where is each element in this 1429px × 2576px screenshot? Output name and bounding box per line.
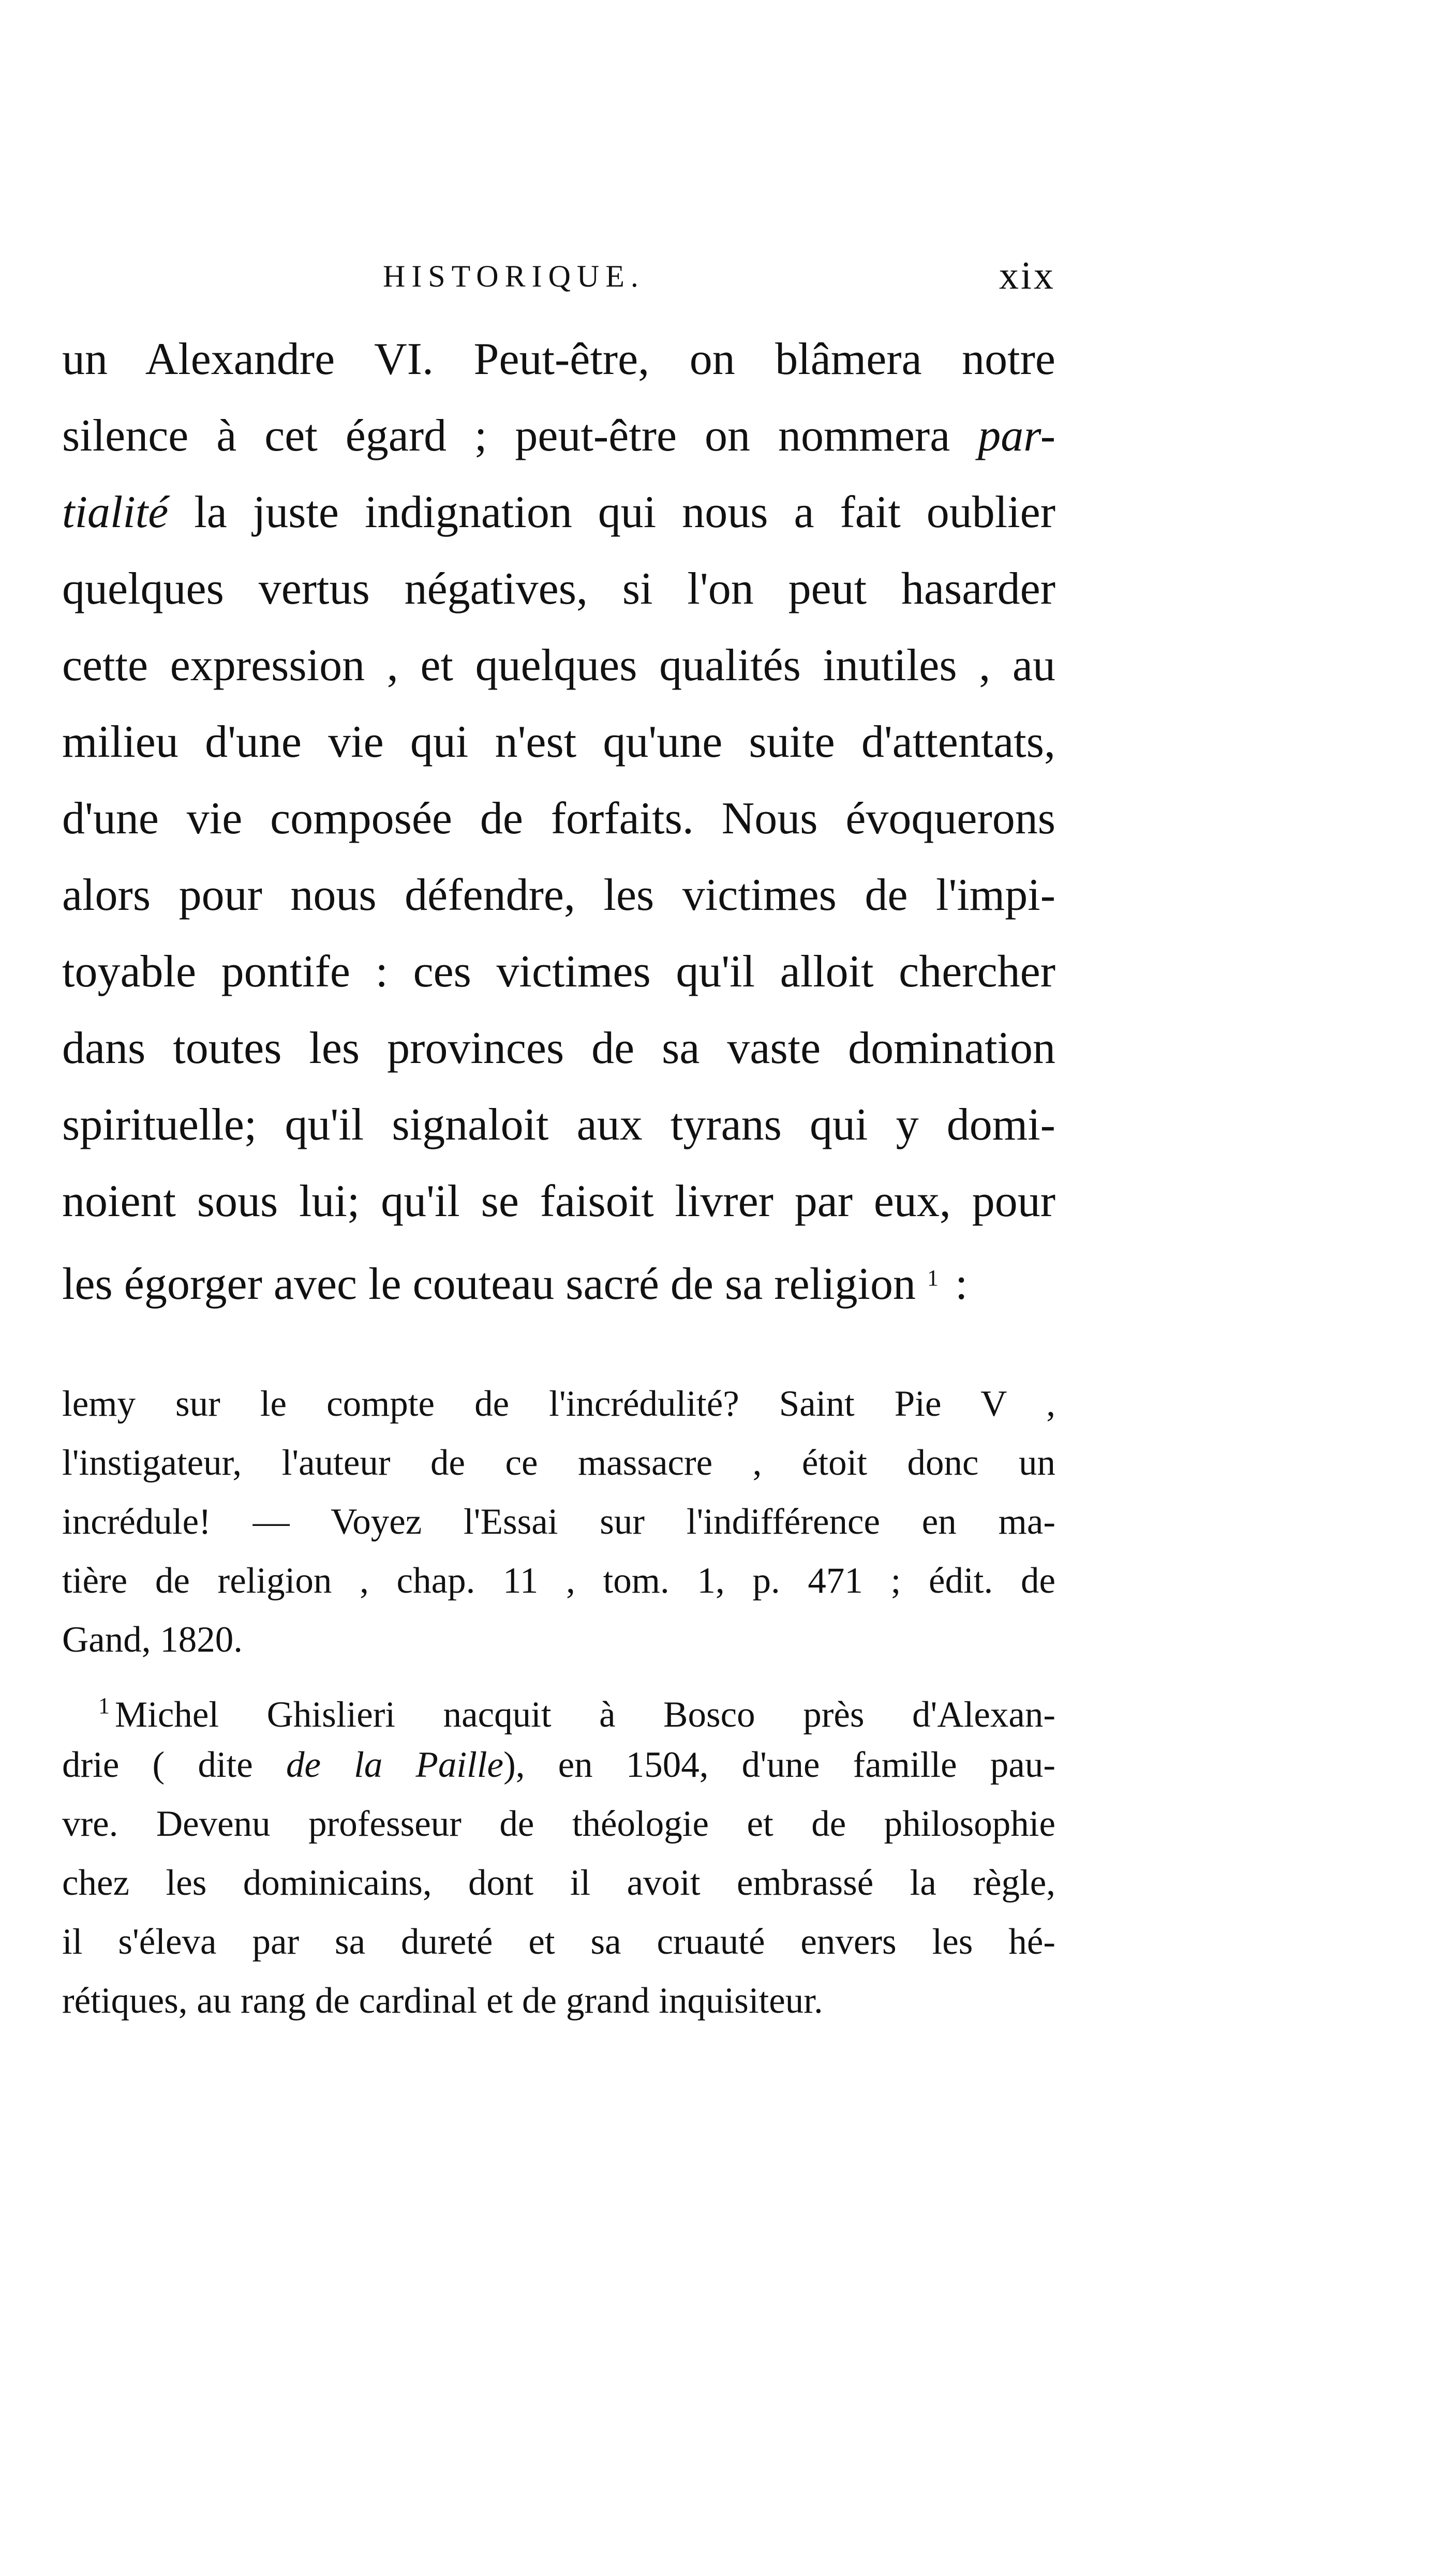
- text-line: silence à cet égard ; peut-être on nommera par-: [62, 411, 1055, 461]
- text-line: milieu d'une vie qui n'est qu'une suite d'attentats,: [62, 717, 1055, 767]
- note-line: incrédule! — Voyez l'Essai sur l'indifférence en ma-: [62, 1502, 1055, 1542]
- text-line: toyable pontife : ces victimes qu'il alloit chercher: [62, 947, 1055, 997]
- text-line: tialité la juste indignation qui nous a fait oublier: [62, 487, 1056, 537]
- note-line: l'instigateur, l'auteur de ce massacre , étoit donc un: [62, 1443, 1055, 1483]
- note-line: chez les dominicains, dont il avoit embrassé la règle,: [62, 1863, 1055, 1903]
- text-line: dans toutes les provinces de sa vaste domination: [62, 1023, 1055, 1073]
- footnote-marker: 1: [98, 1693, 110, 1718]
- running-title: HISTORIQUE.: [383, 259, 645, 293]
- note-line: Gand, 1820.: [62, 1620, 243, 1660]
- text-line: d'une vie composée de forfaits. Nous évoquerons: [62, 793, 1055, 844]
- note-line: $^1$ Michel Ghislieri nacquit à Bosco près d'Alexan-: [98, 1693, 1055, 1735]
- text-line: les égorger avec le couteau sacré de sa religion $^1$ :: [62, 1259, 968, 1309]
- text-line: un Alexandre VI. Peut-être, on blâmera notre: [62, 334, 1055, 384]
- note-line: drie ( dite de la Paille), en 1504, d'une famille pau-: [62, 1745, 1055, 1785]
- footnote-reference: 1: [927, 1265, 939, 1291]
- text-line: cette expression , et quelques qualités inutiles , au: [62, 640, 1055, 691]
- running-head: [62, 253, 1055, 300]
- note-line: lemy sur le compte de l'incrédulité? Saint Pie V ,: [62, 1384, 1055, 1424]
- text-line: spirituelle; qu'il signaloit aux tyrans qui y domi-: [62, 1100, 1055, 1150]
- note-line: rétiques, au rang de cardinal et de grand inquisiteur.: [62, 1981, 823, 2021]
- note-line: tière de religion , chap. 11 , tom. 1, p. 471 ; édit. de: [62, 1561, 1055, 1601]
- text-line: quelques vertus négatives, si l'on peut hasarder: [62, 564, 1055, 614]
- main-text: [62, 323, 1055, 1319]
- note-line: vre. Devenu professeur de théologie et de philosophie: [62, 1804, 1055, 1844]
- text-line: alors pour nous défendre, les victimes de l'impi-: [62, 870, 1055, 920]
- footnotes: [62, 1375, 1055, 2031]
- note-line: il s'éleva par sa dureté et sa cruauté envers les hé-: [62, 1922, 1055, 1962]
- note-separator: [62, 1670, 1055, 1677]
- text-line: noient sous lui; qu'il se faisoit livrer par eux, pour: [62, 1176, 1055, 1226]
- page-number: xix: [999, 254, 1055, 297]
